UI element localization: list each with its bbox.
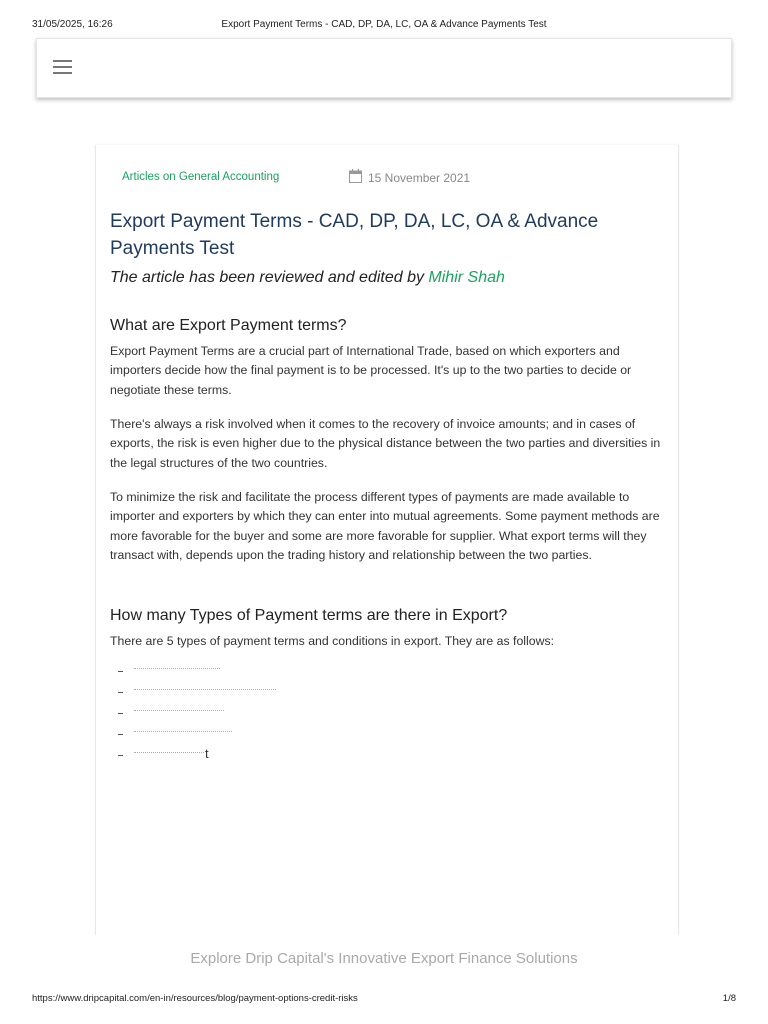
category-link[interactable]: Articles on General Accounting <box>122 171 280 183</box>
article-meta <box>122 168 662 188</box>
print-header <box>0 19 768 33</box>
page-number: 1/8 <box>722 993 736 1004</box>
print-url: https://www.dripcapital.com/en-in/resources/blog/payment-options-credit-risks <box>32 993 358 1004</box>
article-title: Export Payment Terms - CAD, DP, DA, LC, OA & Advance Payments Test <box>110 211 599 259</box>
hamburger-menu-icon[interactable] <box>53 60 73 76</box>
types-intro: There are 5 types of payment terms and conditions in export. They are as follows: <box>110 634 555 648</box>
reviewed-prefix: The article has been reviewed and edited by <box>110 269 429 286</box>
list-item <box>118 683 276 704</box>
top-navbar <box>36 38 732 98</box>
payment-types-list <box>118 662 276 767</box>
print-doc-title: Export Payment Terms - CAD, DP, DA, LC, OA & Advance Payments Test <box>221 19 547 30</box>
list-item <box>118 662 276 683</box>
list-item <box>118 725 276 746</box>
list-item <box>118 746 276 767</box>
paragraph-1: Export Payment Terms are a crucial part of International Trade, based on which exporters and importers decide how the final payment is to be processed. It's up to the two parties to decide or negotiate these terms. <box>110 344 632 397</box>
list-item <box>118 704 276 725</box>
explore-banner[interactable]: Explore Drip Capital's Innovative Export Finance Solutions <box>190 950 578 967</box>
calendar-icon <box>349 169 362 183</box>
article-card <box>95 145 679 935</box>
print-datetime: 31/05/2025, 16:26 <box>32 19 113 30</box>
reviewer-link[interactable]: Mihir Shah <box>428 269 505 286</box>
paragraph-2: There's always a risk involved when it comes to the recovery of invoice amounts; and in cases of exports, the risk is even higher due to the physical distance between the two parties and diversities in the legal structures of the two countries. <box>110 417 661 470</box>
list-item-fragment: t <box>205 746 209 761</box>
paragraph-3: To minimize the risk and facilitate the process different types of payments are made available to importer and exporters by which they can enter into mutual agreements. Some payment methods are more favorable for the buyer and some are more favorable for supplier. What export terms will they transact with, depends upon the trading history and relationship between the two parties. <box>110 490 660 562</box>
reviewed-by <box>110 269 650 287</box>
publish-date: 15 November 2021 <box>368 171 471 185</box>
section-heading-types: How many Types of Payment terms are there in Export? <box>110 607 508 624</box>
section-heading-what: What are Export Payment terms? <box>110 317 347 334</box>
print-footer <box>0 993 768 1007</box>
